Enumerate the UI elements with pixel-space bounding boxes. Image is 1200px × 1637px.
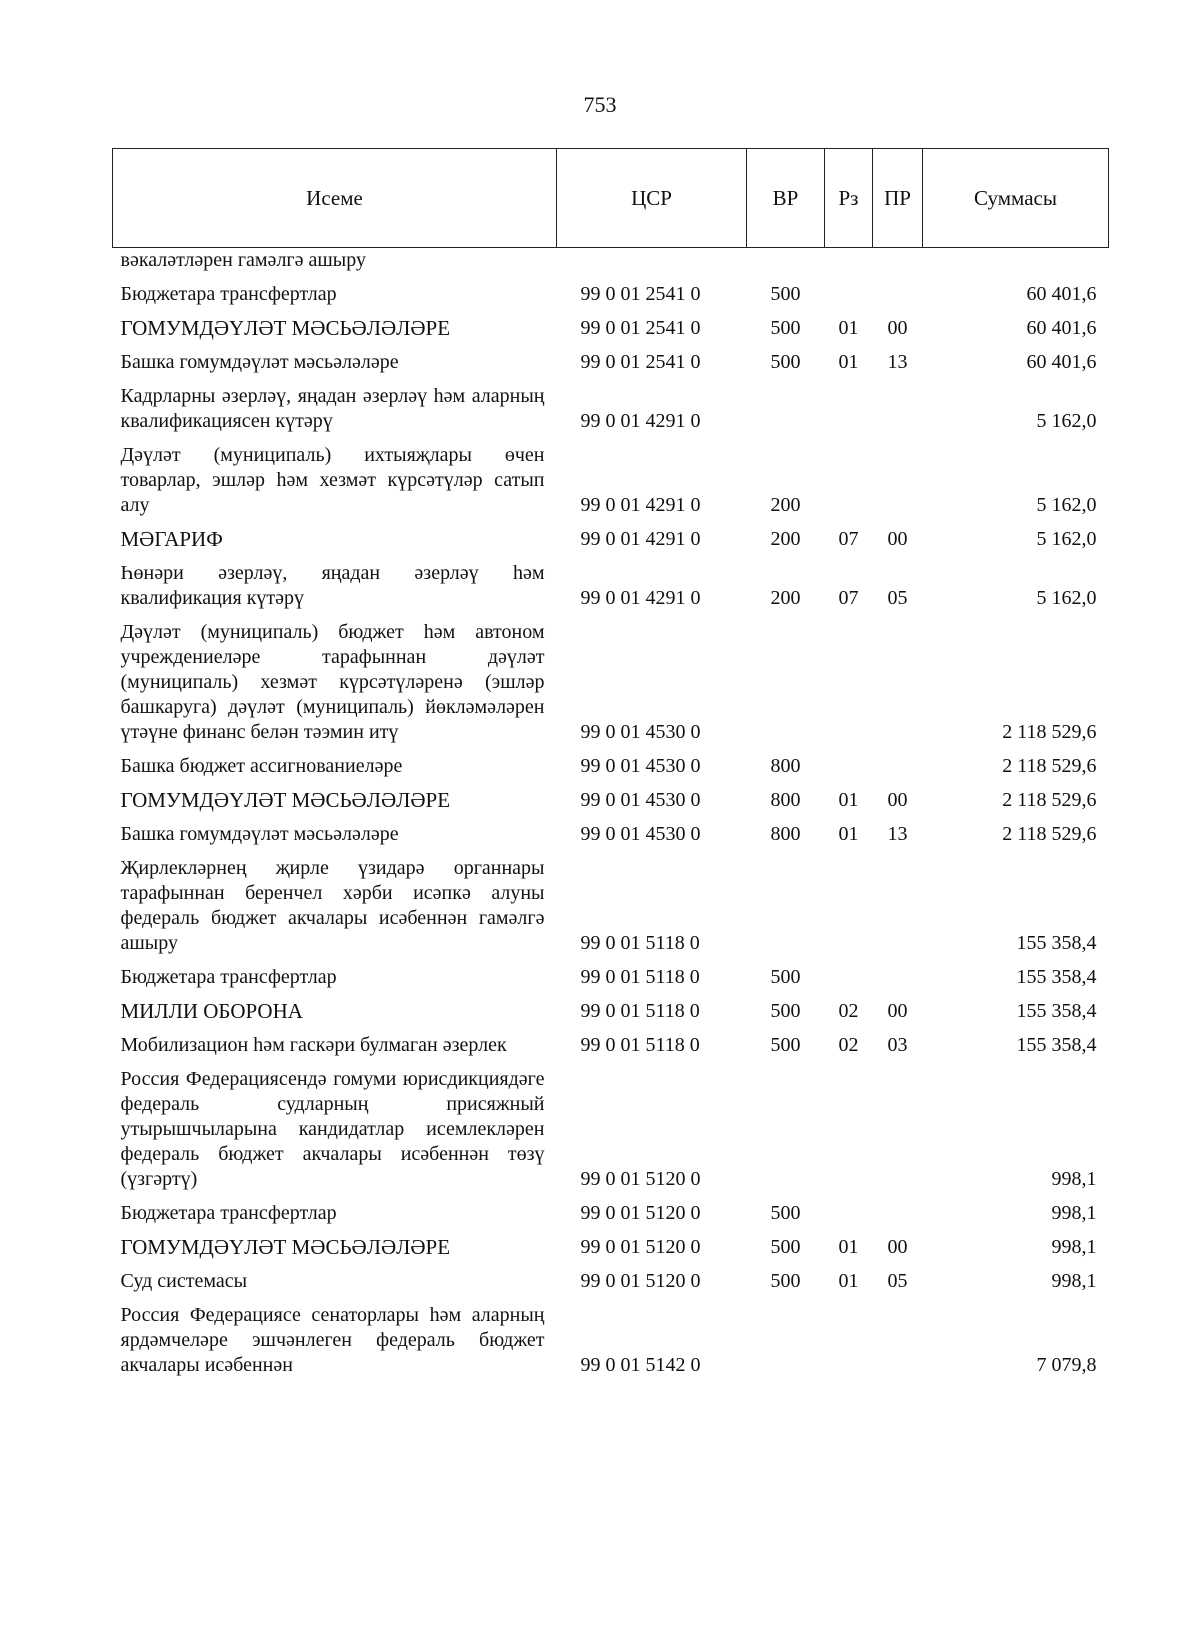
cell-vr: 500 [770, 1270, 801, 1292]
cell-vr: 800 [770, 823, 801, 845]
table-row [113, 749, 1109, 783]
header-pr: ПР [873, 149, 923, 248]
cell-pr [873, 277, 923, 311]
cell-vr [747, 615, 825, 749]
cell-sum [923, 248, 1109, 278]
cell-name: Суд системасы [120, 1270, 248, 1292]
cell-csr: 99 0 01 5118 0 [580, 966, 700, 988]
table-row [113, 1230, 1109, 1264]
cell-pr: 00 [887, 1000, 908, 1022]
cell-sum: 155 358,4 [1016, 966, 1097, 988]
cell-rz [825, 615, 873, 749]
cell-csr: 99 0 01 4291 0 [580, 528, 701, 550]
table-row [113, 1298, 1109, 1382]
cell-rz [825, 749, 873, 783]
header-vr: ВР [747, 149, 825, 248]
table-row [113, 345, 1109, 379]
cell-rz [825, 1298, 873, 1382]
cell-vr [747, 1298, 825, 1382]
cell-vr: 500 [770, 283, 801, 305]
cell-rz: 01 [838, 351, 859, 373]
cell-rz: 01 [838, 317, 859, 339]
cell-csr: 99 0 01 2541 0 [580, 351, 701, 373]
cell-rz [825, 1196, 873, 1230]
cell-csr: 99 0 01 4530 0 [580, 755, 701, 777]
cell-vr: 500 [770, 1034, 801, 1056]
cell-pr [873, 1062, 923, 1196]
cell-csr: 99 0 01 4291 0 [580, 494, 701, 516]
table-row [113, 960, 1109, 994]
table-row [113, 1196, 1109, 1230]
cell-rz: 01 [838, 1236, 859, 1258]
cell-sum: 5 162,0 [1036, 528, 1097, 550]
cell-csr: 99 0 01 5120 0 [580, 1270, 701, 1292]
table-row [113, 379, 1109, 438]
cell-pr: 00 [887, 1236, 908, 1258]
cell-sum: 155 358,4 [1016, 1034, 1097, 1056]
cell-pr [873, 379, 923, 438]
header-sum: Суммасы [923, 149, 1109, 248]
table-row [113, 615, 1109, 749]
cell-name: Мобилизацион һәм гаскәри булмаган әзерлек [120, 1034, 507, 1056]
cell-sum: 5 162,0 [1036, 587, 1097, 609]
cell-name: ГОМУМДӘҮЛӘТ МӘСЬӘЛӘЛӘРЕ [120, 1235, 451, 1259]
table-row [113, 783, 1109, 817]
cell-name: ГОМУМДӘҮЛӘТ МӘСЬӘЛӘЛӘРЕ [120, 316, 451, 340]
table-body [113, 248, 1109, 1383]
cell-pr: 00 [887, 789, 908, 811]
cell-pr [873, 1196, 923, 1230]
cell-name: МӘГАРИФ [120, 527, 223, 551]
cell-name: ГОМУМДӘҮЛӘТ МӘСЬӘЛӘЛӘРЕ [120, 788, 451, 812]
cell-sum: 998,1 [1051, 1168, 1097, 1190]
table-row [113, 851, 1109, 960]
cell-name: МИЛЛИ ОБОРОНА [120, 999, 303, 1023]
cell-name: Бюджетара трансфертлар [120, 283, 337, 305]
cell-rz: 02 [838, 1000, 859, 1022]
cell-vr [747, 1062, 825, 1196]
cell-rz [825, 851, 873, 960]
cell-vr: 800 [770, 789, 801, 811]
table-row [113, 556, 1109, 615]
cell-csr: 99 0 01 5118 0 [580, 1000, 700, 1022]
cell-csr: 99 0 01 2541 0 [580, 283, 701, 305]
cell-pr: 05 [887, 587, 908, 609]
cell-rz [825, 277, 873, 311]
cell-pr [873, 438, 923, 522]
cell-csr: 99 0 01 5142 0 [580, 1354, 701, 1376]
cell-csr: 99 0 01 4530 0 [580, 823, 701, 845]
cell-pr: 13 [887, 823, 908, 845]
table-row [113, 248, 1109, 278]
table-row [113, 1062, 1109, 1196]
cell-rz [825, 438, 873, 522]
cell-vr: 200 [770, 587, 801, 609]
cell-name: вәкаләтләрен гамәлгә ашыру [120, 249, 366, 271]
cell-vr: 500 [770, 1236, 801, 1258]
cell-name: Дәүләт (муниципаль) бюджет һәм автоном учреждениеләре тарафыннан дәүләт (муниципаль) хезмәт күрсәтүләренә (эшләр башкаруга) дәүләт (муниципаль) йөкләмәләрен үтәүне финанс белән тәэмин итү [120, 621, 545, 743]
cell-name: Һөнәри әзерләү, яңадан әзерләү һәм квалификация күтәрү [120, 562, 545, 609]
cell-rz: 01 [838, 1270, 859, 1292]
cell-pr [873, 749, 923, 783]
cell-csr [557, 248, 747, 278]
table-row [113, 311, 1109, 345]
table-row [113, 994, 1109, 1028]
cell-name: Россия Федерациясендә гомуми юрисдикциядәге федераль судларның присяжный утырышчыларына кандидатлар исемлекләрен федераль бюджет акчалары исәбеннән төзү (үзгәртү) [120, 1068, 545, 1190]
cell-rz: 01 [838, 823, 859, 845]
header-rz: Рз [825, 149, 873, 248]
table-row [113, 438, 1109, 522]
cell-pr [873, 960, 923, 994]
table-row [113, 1028, 1109, 1062]
cell-sum: 998,1 [1051, 1270, 1097, 1292]
cell-rz: 07 [838, 587, 859, 609]
header-name: Исеме [113, 149, 557, 248]
cell-csr: 99 0 01 4530 0 [580, 721, 701, 743]
cell-name: Җирлекләрнең җирле үзидарә органнары тарафыннан беренчел хәрби исәпкә алуны федераль бюджет акчалары исәбеннән гамәлгә ашыру [120, 857, 545, 954]
cell-vr [747, 851, 825, 960]
cell-sum: 998,1 [1051, 1202, 1097, 1224]
cell-sum: 5 162,0 [1036, 494, 1097, 516]
cell-rz [825, 960, 873, 994]
table-row [113, 1264, 1109, 1298]
table-row [113, 522, 1109, 556]
cell-pr: 00 [887, 528, 908, 550]
header-csr: ЦСР [557, 149, 747, 248]
budget-table [112, 148, 1109, 1382]
cell-sum: 2 118 529,6 [1002, 755, 1097, 777]
cell-csr: 99 0 01 5120 0 [580, 1236, 701, 1258]
cell-name: Башка гомумдәүләт мәсьәләләре [120, 351, 399, 373]
cell-pr [873, 248, 923, 278]
cell-vr: 500 [770, 1202, 801, 1224]
cell-csr: 99 0 01 5118 0 [580, 932, 700, 954]
cell-name: Кадрларны әзерләү, яңадан әзерләү һәм аларның квалификациясен күтәрү [120, 385, 545, 432]
cell-vr: 200 [770, 528, 801, 550]
cell-sum: 155 358,4 [1016, 932, 1097, 954]
cell-vr: 500 [770, 351, 801, 373]
cell-name: Башка бюджет ассигнованиеләре [120, 755, 403, 777]
cell-rz [825, 379, 873, 438]
cell-sum: 60 401,6 [1026, 317, 1097, 339]
table-row [113, 277, 1109, 311]
cell-vr: 500 [770, 1000, 801, 1022]
cell-vr [747, 248, 825, 278]
cell-pr: 03 [887, 1034, 908, 1056]
cell-pr [873, 615, 923, 749]
cell-csr: 99 0 01 2541 0 [580, 317, 701, 339]
cell-name: Башка гомумдәүләт мәсьәләләре [120, 823, 399, 845]
cell-pr [873, 851, 923, 960]
cell-vr: 200 [770, 494, 801, 516]
cell-rz [825, 1062, 873, 1196]
cell-vr: 500 [770, 966, 801, 988]
cell-pr: 00 [887, 317, 908, 339]
cell-pr: 13 [887, 351, 908, 373]
cell-rz: 07 [838, 528, 859, 550]
cell-name: Россия Федерациясе сенаторлары һәм аларның ярдәмчеләре эшчәнлеген федераль бюджет акчалары исәбеннән [120, 1304, 545, 1376]
cell-name: Дәүләт (муниципаль) ихтыяҗлары өчен товарлар, эшләр һәм хезмәт күрсәтүләр сатып алу [120, 444, 545, 516]
cell-csr: 99 0 01 5120 0 [580, 1202, 701, 1224]
cell-vr: 500 [770, 317, 801, 339]
cell-sum: 2 118 529,6 [1002, 789, 1097, 811]
cell-csr: 99 0 01 4291 0 [580, 587, 701, 609]
cell-csr: 99 0 01 4291 0 [580, 410, 701, 432]
cell-sum: 2 118 529,6 [1002, 823, 1097, 845]
cell-name: Бюджетара трансфертлар [120, 966, 337, 988]
cell-vr: 800 [770, 755, 801, 777]
cell-rz: 01 [838, 789, 859, 811]
table-header [113, 149, 1109, 248]
cell-csr: 99 0 01 5118 0 [580, 1034, 700, 1056]
cell-name: Бюджетара трансфертлар [120, 1202, 337, 1224]
cell-csr: 99 0 01 4530 0 [580, 789, 701, 811]
cell-rz: 02 [838, 1034, 859, 1056]
cell-sum: 2 118 529,6 [1002, 721, 1097, 743]
cell-sum: 7 079,8 [1036, 1354, 1097, 1376]
cell-vr [747, 379, 825, 438]
cell-pr: 05 [887, 1270, 908, 1292]
cell-sum: 5 162,0 [1036, 410, 1097, 432]
cell-sum: 60 401,6 [1026, 283, 1097, 305]
cell-rz [825, 248, 873, 278]
cell-sum: 60 401,6 [1026, 351, 1097, 373]
cell-csr: 99 0 01 5120 0 [580, 1168, 701, 1190]
cell-sum: 998,1 [1051, 1236, 1097, 1258]
table-row [113, 817, 1109, 851]
cell-sum: 155 358,4 [1016, 1000, 1097, 1022]
cell-pr [873, 1298, 923, 1382]
page-number: 753 [583, 92, 617, 117]
